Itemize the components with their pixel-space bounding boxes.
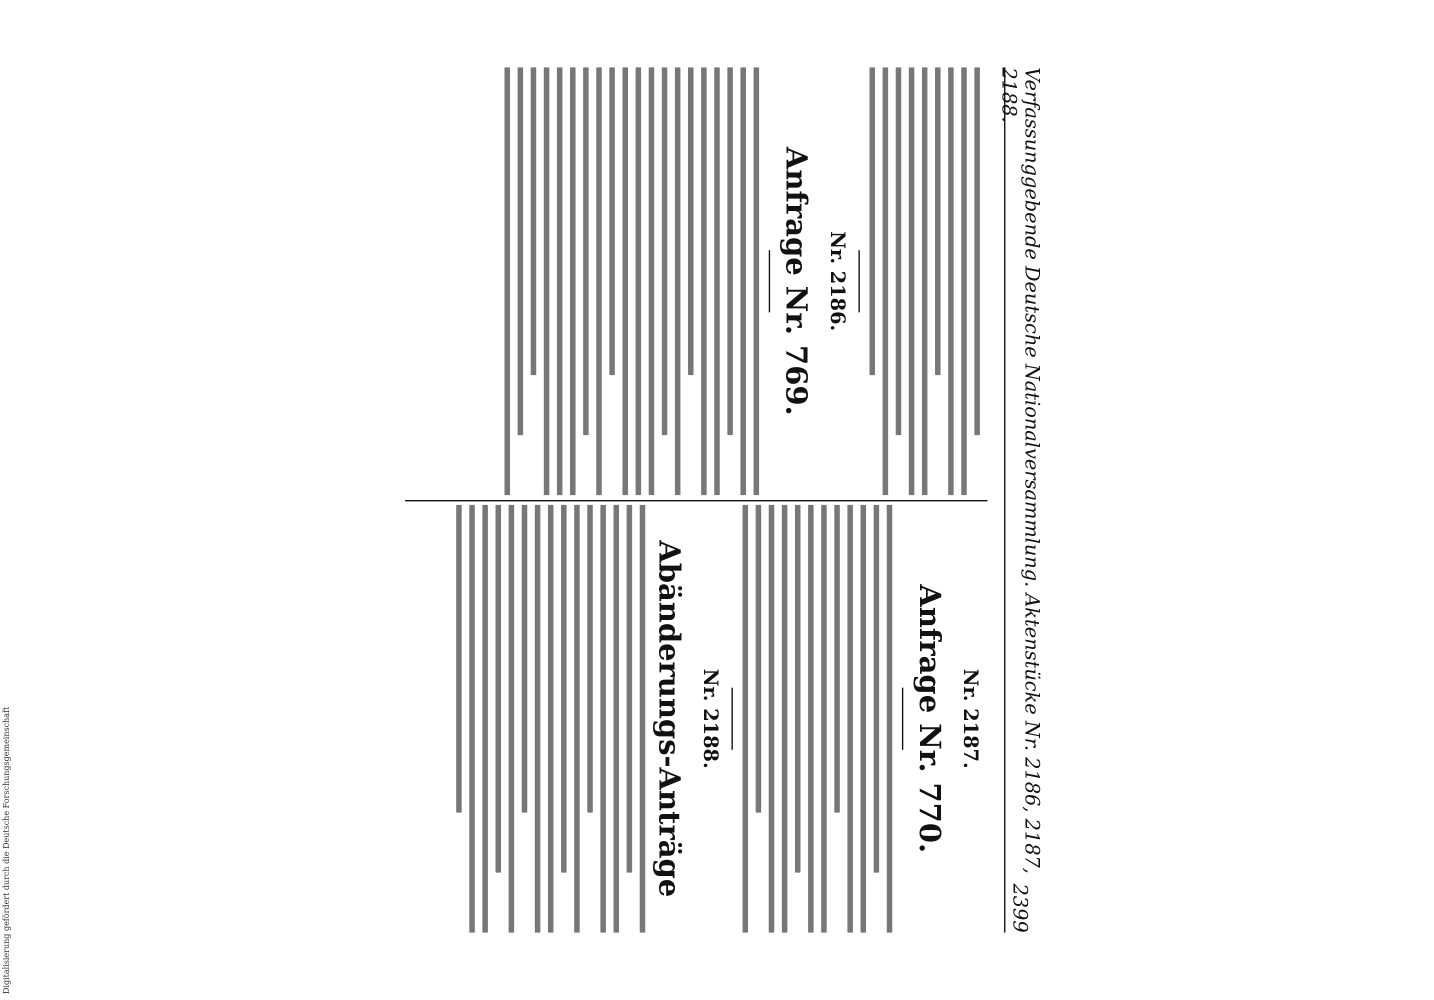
anfrage-770-title: Anfrage Nr. 770.	[912, 584, 947, 854]
page-header	[997, 67, 1044, 933]
header-title: Verfassunggebende Deutsche Nationalversammlung. Aktenstücke Nr. 2186, 2187, 2188.	[997, 67, 1044, 874]
column-divider	[405, 500, 987, 501]
page-number: 2399	[1009, 883, 1032, 933]
right-column	[405, 505, 987, 933]
left-column	[405, 67, 987, 495]
rotated-document	[386, 19, 1048, 981]
abaenderungs-antraege-title: Abänderungs-Anträge	[652, 540, 687, 898]
section-nr-2188: Nr. 2188.	[699, 668, 722, 769]
anfrage-769-title: Anfrage Nr. 769.	[779, 146, 814, 416]
section-nr-2187: Nr. 2187.	[959, 668, 982, 769]
section-nr-2186: Nr. 2186.	[826, 231, 849, 332]
document-frame	[386, 19, 1048, 981]
digitization-note: Digitalisierung gefördert durch die Deutsche Forschungsgemeinschaft	[2, 706, 11, 994]
